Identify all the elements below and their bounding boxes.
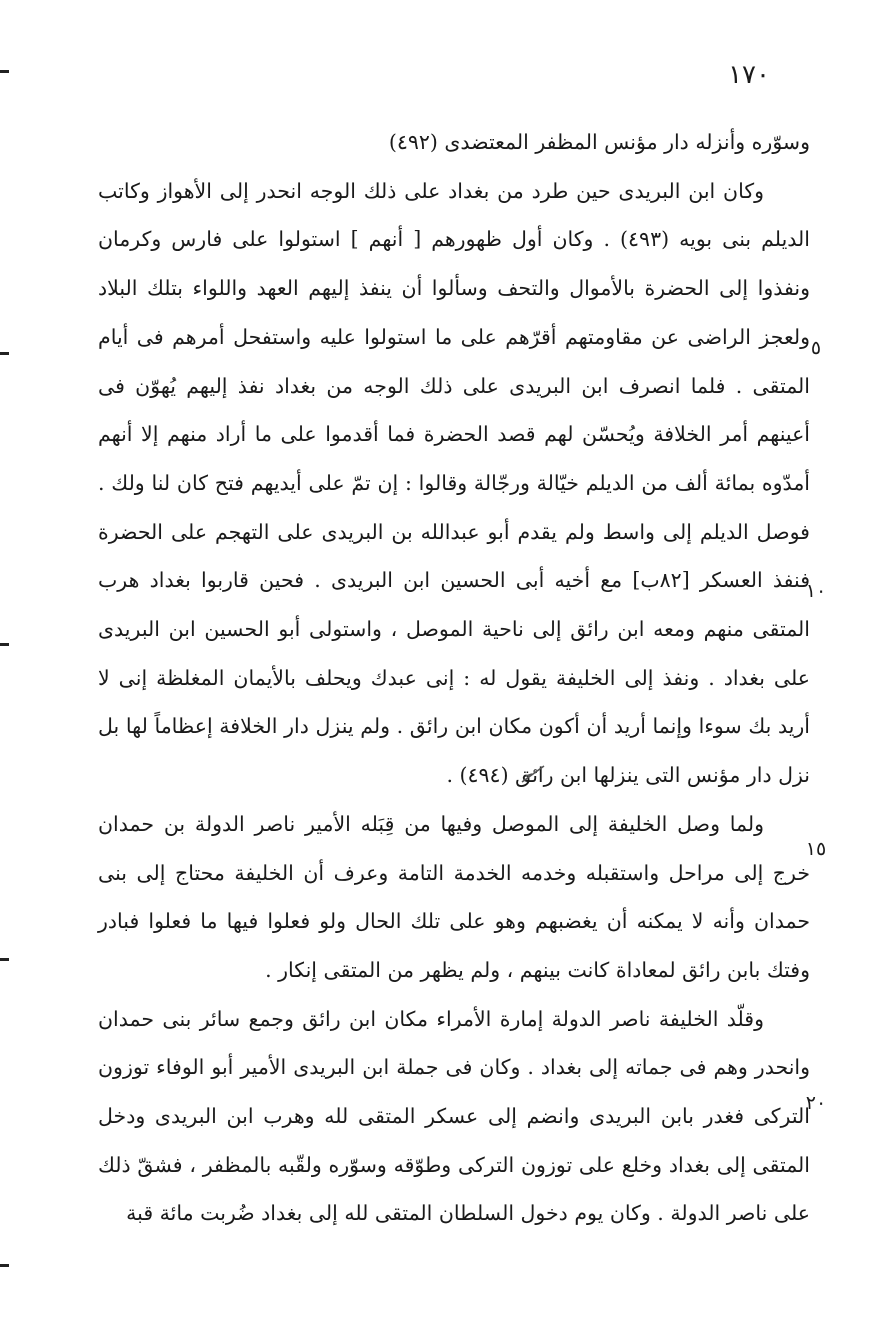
margin-tick	[0, 643, 9, 646]
line-number-20: ٢٠	[805, 1092, 827, 1114]
margin-tick	[0, 70, 9, 73]
page-number: ١٧٠	[728, 60, 770, 90]
margin-tick	[0, 1264, 9, 1267]
paragraph-mosul: ولما وصل الخليفة إلى الموصل وفيها من قِبَله الأمير ناصر الدولة بن حمدان خرج إلى مراحل واستقبله وخدمه الخدمة التامة وعرف أن الخليفة محتاج إلى بنى حمدان وأنه لا يمكنه أن يغضبهم وهو على تلك الحال ولو فعلوا فيها ما فعلوا فبادر وفتك بابن رائق لمعاداة كانت بينهم ، ولم يظهر من المتقى إنكار .	[98, 811, 810, 982]
paragraph-continuation: وسوّره وأنزله دار مؤنس المظفر المعتضدى (٤٩٢)	[388, 130, 810, 154]
margin-tick	[0, 352, 9, 355]
margin-tick	[0, 958, 9, 961]
pencil-mark-icon	[518, 746, 548, 786]
line-number-10: ١٠	[805, 580, 827, 602]
line-number-15: ١٥	[805, 838, 827, 860]
paragraph-nasir-al-dawla: وقلّد الخليفة ناصر الدولة إمارة الأمراء مكان ابن رائق وجمع سائر بنى حمدان وانحدر وهم فى جماته إلى بغداد . وكان فى جملة ابن البريدى الأمير أبو الوفاء توزون التركى فغدر بابن البريدى وانضم إلى عسكر المتقى لله وهرب ابن البريدى ودخل المتقى إلى بغداد وخلع على توزون التركى وطوّقه وسوّره ولقّبه بالمظفر ، فشقّ ذلك على ناصر الدولة . وكان يوم دخول السلطان المتقى لله إلى بغداد ضُربت مائة قبة	[98, 1006, 810, 1226]
text-body	[98, 118, 810, 1238]
paragraph-ibn-al-baridi: وكان ابن البريدى حين طرد من بغداد على ذلك الوجه انحدر إلى الأهواز وكاتب الديلم بنى بويه (٤٩٣) . وكان أول ظهورهم [ أنهم ] استولوا على فارس وكرمان ونفذوا إلى الحضرة بالأموال والتحف وسألوا أن ينفذ إليهم العهد واللواء بتلك البلاد ولعجز الراضى عن مقاومتهم أقرّهم على ما استولوا عليه واستفحل أمرهم فى أيام المتقى . فلما انصرف ابن البريدى على ذلك الوجه من بغداد نفذ إليهم يُهوّن فى أعينهم أمر الخلافة ويُحسّن لهم قصد الحضرة فما أقدموا على ما أراد منهم إلا أنهم أمدّوه بمائة ألف من الديلم خيّالة ورجّالة وقالوا : إن تمّ على أيديهم فتح كان لنا ولك . فوصل الديلم إلى واسط ولم يقدم أبو عبدالله بن البريدى على التهجم على الحضرة فنفذ العسكر [٨٢ب] مع أخيه أبى الحسين ابن البريدى . فحين قاربوا بغداد هرب المتقى منهم ومعه ابن رائق إلى ناحية الموصل ، واستولى أبو الحسين ابن البريدى على بغداد . ونفذ إلى الخليفة يقول له : إنى عبدك ويحلف بالأيمان المغلظة إنى لا أريد بك سوءا وإنما أريد أن أكون مكان ابن رائق . ولم ينزل دار الخلافة إعظاماً لها بل نزل دار مؤنس التى ينزلها ابن رائق (٤٩٤) .	[98, 178, 810, 788]
line-number-5: ٥	[810, 337, 822, 359]
